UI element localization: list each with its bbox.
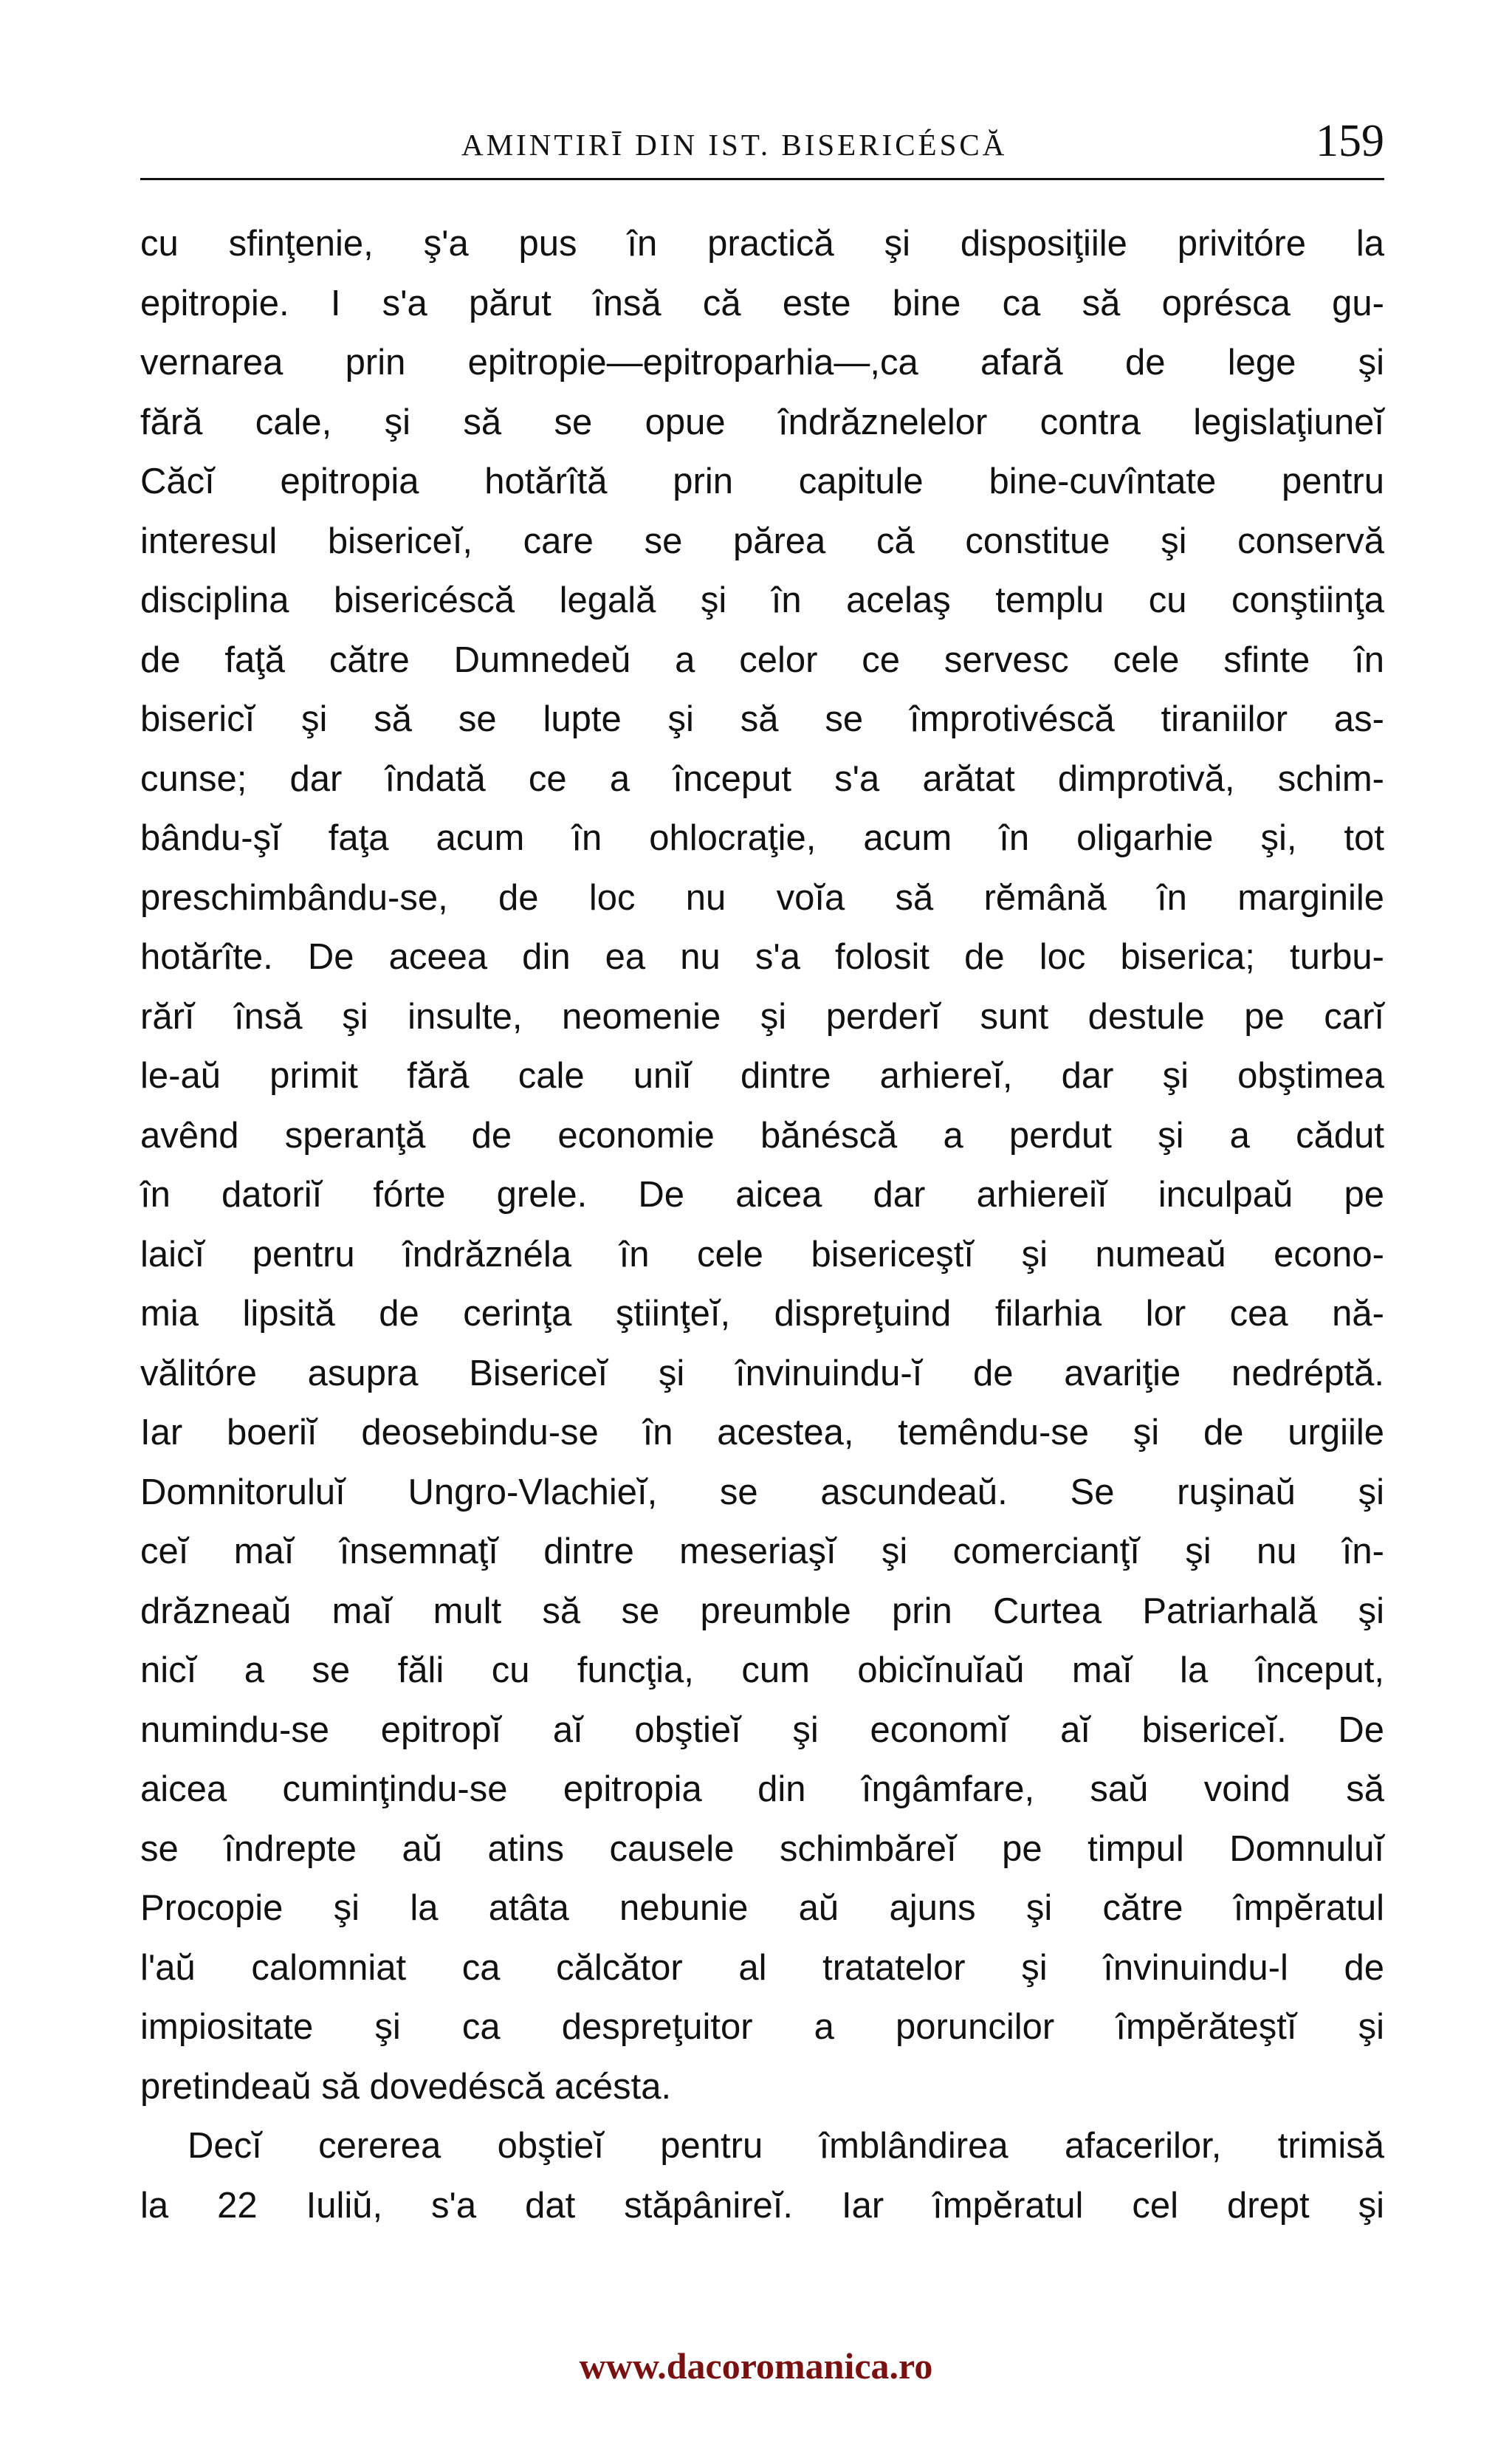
paragraph-2	[140, 2116, 1384, 2235]
paragraph-1	[140, 214, 1384, 2116]
text-line: mia lipsită de cerinţa ştiinţeĭ, dispreţuind filarhia lor cea nă-	[140, 1294, 1384, 1334]
text-line: în datoriĭ fórte grele. De aicea dar arhiereiĭ inculpaŭ pe	[140, 1175, 1384, 1215]
running-title: AMINTIRĪ DIN IST. BISERICÉSCĂ	[461, 128, 1008, 162]
text-line: se îndrepte aŭ atins causele schimbăreĭ pe timpul Domnuluĭ	[140, 1828, 1384, 1869]
text-line: fără cale, şi să se opue îndrăznelelor contra legislaţiuneĭ	[140, 402, 1384, 442]
text-line: rărĭ însă şi insulte, neomenie şi perderĭ sunt destule pe carĭ	[140, 996, 1384, 1037]
text-line: Procopie şi la atâta nebunie aŭ ajuns şi către împĕratul	[140, 1888, 1384, 1928]
text-line: drăzneaŭ maĭ mult să se preumble prin Curtea Patriarhală şi	[140, 1591, 1384, 1631]
text-line: bându-şĭ faţa acum în ohlocraţie, acum în oligarhie şi, tot	[140, 818, 1384, 858]
text-line: epitropie. I s'a părut însă că este bine ca să oprésca gu-	[140, 283, 1384, 323]
running-head	[140, 118, 1384, 177]
text-line: numindu-se epitropĭ aĭ obştieĭ şi economĭ aĭ bisericeĭ. De	[140, 1709, 1384, 1750]
text-line: vălitóre asupra Bisericeĭ şi învinuindu-ĭ de avariţie nedréptă.	[140, 1353, 1384, 1393]
page-number: 159	[1316, 116, 1384, 166]
text-line: l'aŭ calomniat ca călcător al tratatelor şi învinuindu-l de	[140, 1947, 1384, 1988]
text-line: Decĭ cererea obştieĭ pentru îmblândirea afacerilor, trimisă	[188, 2126, 1384, 2166]
text-line: avênd speranţă de economie bănéscă a perdut şi a cădut	[140, 1115, 1384, 1156]
text-line: de faţă către Dumnedeŭ a celor ce servesc cele sfinte în	[140, 639, 1384, 680]
watermark-url: www.dacoromanica.ro	[579, 2345, 933, 2387]
text-line: laicĭ pentru îndrăznéla în cele bisericeştĭ şi numeaŭ econo-	[140, 1234, 1384, 1275]
text-line: hotărîte. De aceea din ea nu s'a folosit de loc biserica; turbu-	[140, 937, 1384, 977]
text-line: ceĭ maĭ însemnaţĭ dintre meseriaşĭ şi comercianţĭ şi nu în-	[140, 1531, 1384, 1571]
text-line: bisericĭ şi să se lupte şi să se împrotivéscă tiraniilor as-	[140, 699, 1384, 739]
text-line: le-aŭ primit fără cale uniĭ dintre arhiereĭ, dar şi obştimea	[140, 1056, 1384, 1096]
header-rule	[140, 178, 1384, 180]
body-text	[140, 214, 1384, 2235]
text-line: pretindeaŭ să dovedéscă acésta.	[140, 2066, 672, 2107]
text-line: la 22 Iuliŭ, s'a dat stăpânireĭ. Iar împĕratul cel drept şi	[140, 2185, 1384, 2226]
text-line: vernarea prin epitropie—epitroparhia—,ca afară de lege şi	[140, 343, 1384, 383]
text-line: nicĭ a se făli cu funcţia, cum obicĭnuĭaŭ maĭ la început,	[140, 1650, 1384, 1690]
text-line: Căcĭ epitropia hotărîtă prin capitule bine-cuvîntate pentru	[140, 462, 1384, 501]
text-line: Iar boeriĭ deosebindu-se în acestea, temêndu-se şi de urgiile	[140, 1413, 1384, 1452]
text-line: Domnitoruluĭ Ungro-Vlachieĭ, se ascundeaŭ. Se ruşinaŭ şi	[140, 1472, 1384, 1512]
text-line: disciplina bisericéscă legală şi în acelaş templu cu conştiinţa	[140, 580, 1384, 620]
text-line: aicea cuminţindu-se epitropia din îngâmfare, saŭ voind să	[140, 1769, 1384, 1809]
text-line: interesul bisericeĭ, care se părea că constitue şi conservă	[140, 521, 1384, 561]
text-line: preschimbându-se, de loc nu voĭa să rĕmână în marginile	[140, 877, 1384, 918]
text-line: cunse; dar îndată ce a început s'a arătat dimprotivă, schim-	[140, 758, 1384, 799]
text-line: impiositate şi ca despreţuitor a poruncilor împĕrăteştĭ şi	[140, 2007, 1384, 2047]
text-line: cu sfinţenie, ş'a pus în practică şi disposiţiile privitóre la	[140, 224, 1384, 264]
